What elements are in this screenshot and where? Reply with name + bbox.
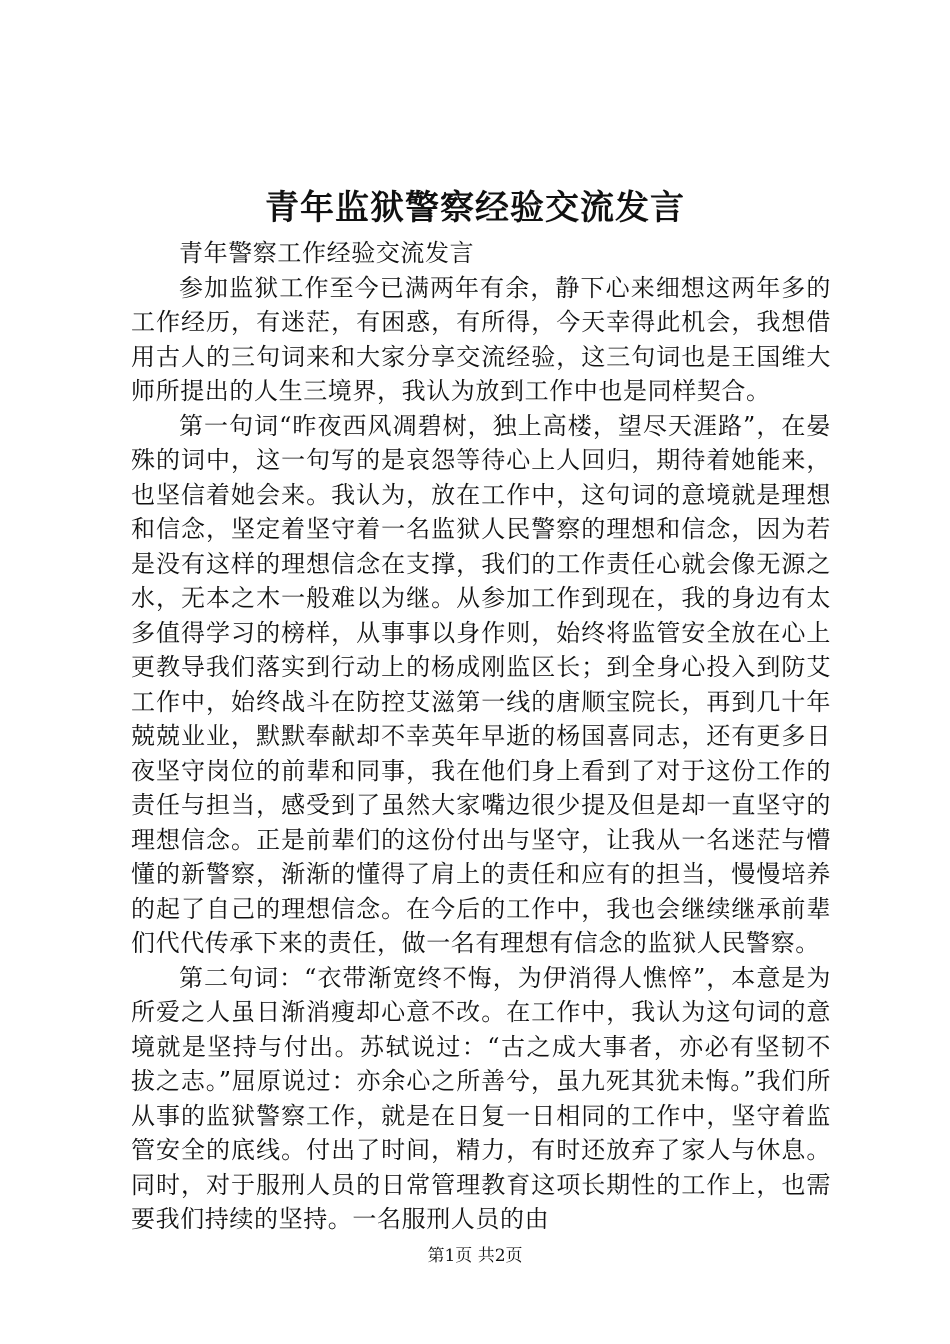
- paragraph-subtitle: 青年警察工作经验交流发言: [179, 239, 475, 267]
- paragraph-first-verse: 第一句词“昨夜西风凋碧树，独上高楼，望尽天涯路”，在晏殊的词中，这一句写的是哀怨等待心上人回归，期待着她能来，也坚信着她会来。我认为，放在工作中，这句词的意境就是理想和信念，坚定着坚守着一名监狱人民警察的理想和信念，因为若是没有这样的理想信念在支撑，我们的工作责任心就会像无源之水，无本之木一般难以为继。从参加工作到现在，我的身边有太多值得学习的榜样，从事事以身作则，始终将监管安全放在心上更教导我们落实到行动上的杨成刚监区长；到全身心投入到防艾工作中，始终战斗在防控艾滋第一线的唐顺宝院长，再到几十年兢兢业业，默默奉献却不幸英年早逝的杨国喜同志，还有更多日夜坚守岗位的前辈和同事，我在他们身上看到了对于这份工作的责任与担当，感受到了虽然大家嘴边很少提及但是却一直坚守的理想信念。正是前辈们的这份付出与坚守，让我从一名迷茫与懵懂的新警察，渐渐的懂得了肩上的责任和应有的担当，慢慢培养的起了自己的理想信念。在今后的工作中，我也会继续继承前辈们代代传承下来的责任，做一名有理想有信念的监狱人民警察。: [131, 411, 831, 957]
- page-number-footer: 第1页 共2页: [427, 1246, 523, 1266]
- document-title: 青年监狱警察经验交流发言: [265, 188, 685, 228]
- paragraph-second-verse: 第二句词：“衣带渐宽终不悔，为伊消得人憔悴”，本意是为所爱之人虽日渐消瘦却心意不改。在工作中，我认为这句词的意境就是坚持与付出。苏轼说过：“古之成大事者，亦必有坚韧不拔之志。”屈原说过：亦余心之所善兮，虽九死其犹未悔。”我们所从事的监狱警察工作，就是在日复一日相同的工作中，坚守着监管安全的底线。付出了时间，精力，有时还放弃了家人与休息。同时，对于服刑人员的日常管理教育这项长期性的工作上，也需要我们持续的坚持。一名服刑人员的由: [131, 963, 831, 1233]
- document-body: [131, 236, 831, 1237]
- paragraph-intro: 参加监狱工作至今已满两年有余，静下心来细想这两年多的工作经历，有迷茫，有困惑，有所得，今天幸得此机会，我想借用古人的三句词来和大家分享交流经验，这三句词也是王国维大师所提出的人生三境界，我认为放到工作中也是同样契合。: [131, 273, 831, 405]
